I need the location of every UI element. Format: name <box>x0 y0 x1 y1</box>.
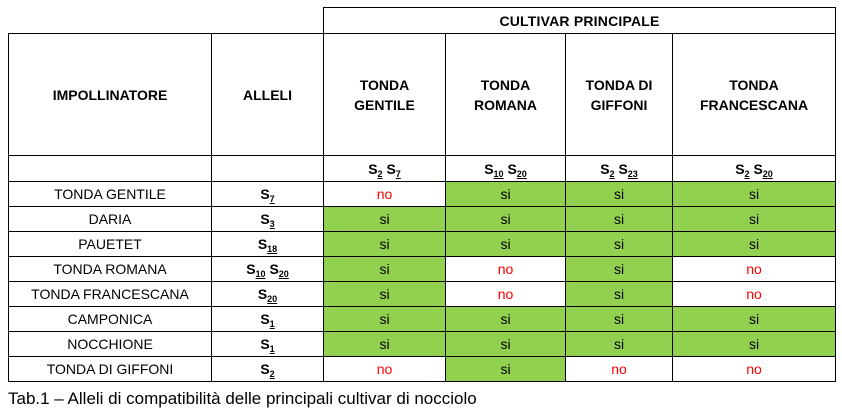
allele-symbol <box>260 311 274 327</box>
table-row <box>9 232 836 257</box>
allele-base: S <box>260 211 270 227</box>
allele-base: S <box>386 160 396 177</box>
header-cultivar <box>324 34 446 156</box>
table-row <box>9 332 836 357</box>
allele-base: S <box>257 236 268 252</box>
empty-corner <box>9 8 324 34</box>
allele-subscript: 10 <box>255 269 266 279</box>
allele-subscript: 1 <box>269 344 275 354</box>
pollinator-alleles <box>212 307 324 332</box>
allele-subscript: 23 <box>627 168 638 179</box>
compatibility-cell: si <box>566 332 673 357</box>
compatibility-cell: si <box>673 332 836 357</box>
compatibility-cell: no <box>673 257 836 282</box>
cultivar-name-line1: TONDA <box>480 76 531 93</box>
compatibility-cell: si <box>673 182 836 207</box>
allele-base: S <box>600 160 610 177</box>
pollinator-alleles <box>212 207 324 232</box>
compatibility-cell: si <box>324 232 446 257</box>
compatibility-table <box>8 7 836 382</box>
allele-symbol <box>260 361 274 377</box>
allele-base: S <box>260 336 270 352</box>
compatibility-cell: si <box>673 207 836 232</box>
header-alleli: ALLELI <box>212 34 324 156</box>
compatibility-cell: si <box>673 307 836 332</box>
allele-symbol <box>618 161 637 177</box>
compatibility-cell: si <box>566 182 673 207</box>
compatibility-cell: si <box>324 207 446 232</box>
pollinator-name: TONDA ROMANA <box>9 257 212 282</box>
cultivar-alleles <box>566 156 673 182</box>
allele-symbol <box>260 211 274 227</box>
pollinator-alleles <box>212 282 324 307</box>
allele-symbol <box>246 261 265 277</box>
cultivar-name-line2: ROMANA <box>474 96 537 113</box>
allele-subscript: 10 <box>493 168 504 179</box>
allele-subscript: 2 <box>269 369 275 379</box>
pollinator-alleles <box>212 332 324 357</box>
table-row <box>9 257 836 282</box>
compatibility-cell: no <box>673 357 836 382</box>
allele-symbol <box>269 261 288 277</box>
table-row <box>9 207 836 232</box>
pollinator-name: PAUETET <box>9 232 212 257</box>
allele-symbol <box>735 161 749 177</box>
pollinator-name: TONDA DI GIFFONI <box>9 357 212 382</box>
header-cultivar <box>446 34 566 156</box>
pollinator-name: TONDA FRANCESCANA <box>9 282 212 307</box>
compatibility-cell: si <box>324 332 446 357</box>
allele-symbol <box>600 161 614 177</box>
allele-subscript: 2 <box>609 168 615 179</box>
group-header: CULTIVAR PRINCIPALE <box>324 8 836 34</box>
allele-subscript: 18 <box>267 244 278 254</box>
allele-base: S <box>269 261 279 277</box>
cultivar-name-line2: GENTILE <box>354 96 415 113</box>
pollinator-alleles <box>212 182 324 207</box>
compatibility-cell: si <box>673 232 836 257</box>
compatibility-cell: si <box>446 232 566 257</box>
cultivar-alleles <box>324 156 446 182</box>
compatibility-cell: si <box>324 257 446 282</box>
compatibility-cell: si <box>446 182 566 207</box>
allele-subscript: 20 <box>267 294 278 304</box>
compatibility-cell: si <box>566 207 673 232</box>
cultivar-alleles-row <box>9 156 836 182</box>
allele-base: S <box>246 261 256 277</box>
compatibility-cell: si <box>446 332 566 357</box>
allele-symbol <box>386 161 400 177</box>
allele-subscript: 2 <box>377 168 383 179</box>
cultivar-alleles <box>673 156 836 182</box>
pollinator-name: DARIA <box>9 207 212 232</box>
cultivar-name-line2: GIFFONI <box>590 96 648 113</box>
compatibility-cell: si <box>324 307 446 332</box>
cultivar-name-line1: TONDA DI <box>585 76 653 93</box>
pollinator-name: TONDA GENTILE <box>9 182 212 207</box>
pollinator-name: NOCCHIONE <box>9 332 212 357</box>
table-row <box>9 307 836 332</box>
table-row <box>9 357 836 382</box>
empty-cell <box>9 156 212 182</box>
allele-base: S <box>368 160 378 177</box>
allele-base: S <box>260 311 270 327</box>
allele-base: S <box>260 186 270 202</box>
cultivar-name-line2: FRANCESCANA <box>699 96 809 113</box>
compatibility-cell: no <box>566 357 673 382</box>
allele-subscript: 7 <box>269 194 275 204</box>
pollinator-alleles <box>212 357 324 382</box>
group-header-row <box>9 8 836 34</box>
allele-subscript: 2 <box>744 168 750 179</box>
header-cultivar <box>566 34 673 156</box>
compatibility-cell: no <box>324 182 446 207</box>
compatibility-cell: no <box>446 257 566 282</box>
allele-base: S <box>735 160 745 177</box>
compatibility-cell: si <box>324 282 446 307</box>
allele-symbol <box>753 161 772 177</box>
allele-subscript: 20 <box>762 168 773 179</box>
empty-cell <box>212 156 324 182</box>
compatibility-cell: si <box>566 257 673 282</box>
cultivar-name-line1: TONDA <box>359 76 410 93</box>
header-cultivar <box>673 34 836 156</box>
cultivar-name-line1: TONDA <box>729 76 779 93</box>
allele-base: S <box>260 361 270 377</box>
compatibility-cell: no <box>446 282 566 307</box>
allele-subscript: 20 <box>516 168 527 179</box>
pollinator-name: CAMPONICA <box>9 307 212 332</box>
allele-base: S <box>507 160 517 177</box>
allele-base: S <box>484 160 494 177</box>
allele-base: S <box>618 160 628 177</box>
allele-base: S <box>257 286 268 302</box>
allele-symbol <box>260 186 274 202</box>
compatibility-cell: si <box>566 232 673 257</box>
allele-symbol <box>484 161 503 177</box>
compatibility-cell: si <box>446 357 566 382</box>
compatibility-cell: si <box>566 282 673 307</box>
allele-subscript: 3 <box>269 219 275 229</box>
allele-symbol <box>258 286 277 302</box>
compatibility-cell: si <box>566 307 673 332</box>
pollinator-alleles <box>212 257 324 282</box>
table-row <box>9 182 836 207</box>
allele-symbol <box>368 161 382 177</box>
allele-subscript: 7 <box>395 168 401 179</box>
header-impollinatore: IMPOLLINATORE <box>9 34 212 156</box>
cultivar-alleles <box>446 156 566 182</box>
allele-base: S <box>753 160 763 177</box>
compatibility-cell: si <box>446 307 566 332</box>
allele-symbol <box>260 336 274 352</box>
column-header-row <box>9 34 836 156</box>
compatibility-cell: si <box>446 207 566 232</box>
pollinator-alleles <box>212 232 324 257</box>
allele-symbol <box>258 236 277 252</box>
allele-subscript: 20 <box>278 269 289 279</box>
allele-subscript: 1 <box>269 319 275 329</box>
table-caption: Tab.1 – Alleli di compatibilità delle principali cultivar di nocciolo <box>8 389 477 408</box>
compatibility-cell: no <box>324 357 446 382</box>
compatibility-cell: no <box>673 282 836 307</box>
table-row <box>9 282 836 307</box>
allele-symbol <box>507 161 526 177</box>
